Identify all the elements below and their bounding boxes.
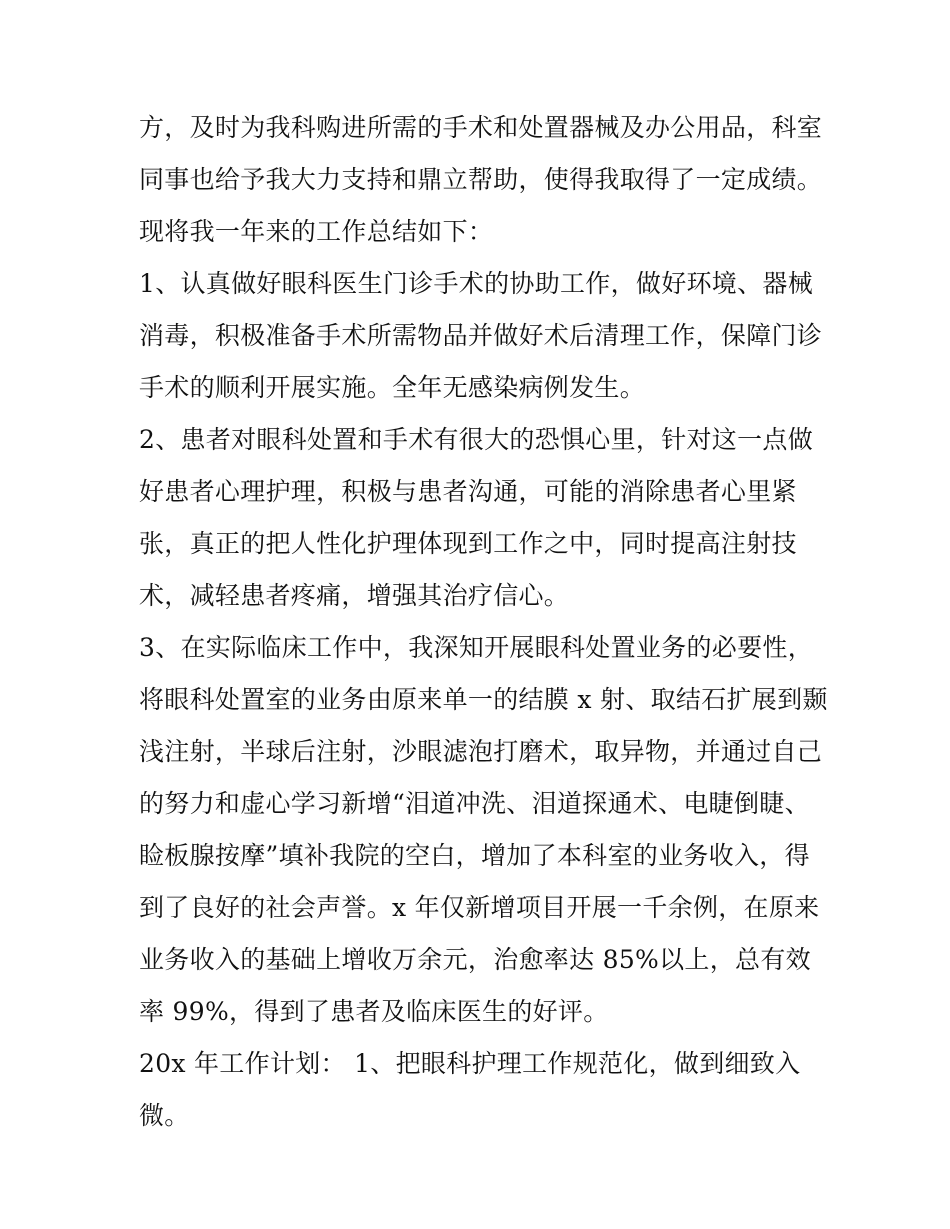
text-line: 术，减轻患者疼痛，增强其治疗信心。 <box>139 581 570 610</box>
text-line: 同事也给予我大力支持和鼎立帮助，使得我取得了一定成绩。 <box>139 165 823 194</box>
text-line: 好患者心理护理，积极与患者沟通，可能的消除患者心里紧 <box>139 477 797 506</box>
text-line: 方，及时为我科购进所需的手术和处置器械及办公用品，科室 <box>139 113 823 142</box>
text-line: 到了良好的社会声誉。x 年仅新增项目开展一千余例，在原来 <box>139 893 820 922</box>
text-line: 手术的顺利开展实施。全年无感染病例发生。 <box>139 373 646 402</box>
text-line: 业务收入的基础上增收万余元，治愈率达 85%以上，总有效 <box>139 945 811 974</box>
text-line: 率 99%，得到了患者及临床医生的好评。 <box>139 997 609 1026</box>
text-line: 的努力和虚心学习新增“泪道冲洗、泪道探通术、电睫倒睫、 <box>139 789 810 818</box>
text-line: 浅注射，半球后注射，沙眼滤泡打磨术，取异物，并通过自己 <box>139 737 823 766</box>
text-line: 20x 年工作计划： 1、把眼科护理工作规范化，做到细致入 <box>139 1049 801 1078</box>
text-line: 张，真正的把人性化护理体现到工作之中，同时提高注射技 <box>139 529 797 558</box>
text-line: 微。 <box>139 1101 190 1130</box>
text-line: 现将我一年来的工作总结如下： <box>139 217 494 246</box>
text-line: 消毒，积极准备手术所需物品并做好术后清理工作，保障门诊 <box>139 321 823 350</box>
text-line: 1、认真做好眼科医生门诊手术的协助工作，做好环境、器械 <box>139 269 814 298</box>
text-line: 睑板腺按摩”填补我院的空白，增加了本科室的业务收入，得 <box>139 841 810 870</box>
text-line: 3、在实际临床工作中，我深知开展眼科处置业务的必要性， <box>139 633 814 662</box>
text-line: 将眼科处置室的业务由原来单一的结膜 x 射、取结石扩展到颞 <box>139 685 828 714</box>
text-line: 2、患者对眼科处置和手术有很大的恐惧心里，针对这一点做 <box>139 425 814 454</box>
